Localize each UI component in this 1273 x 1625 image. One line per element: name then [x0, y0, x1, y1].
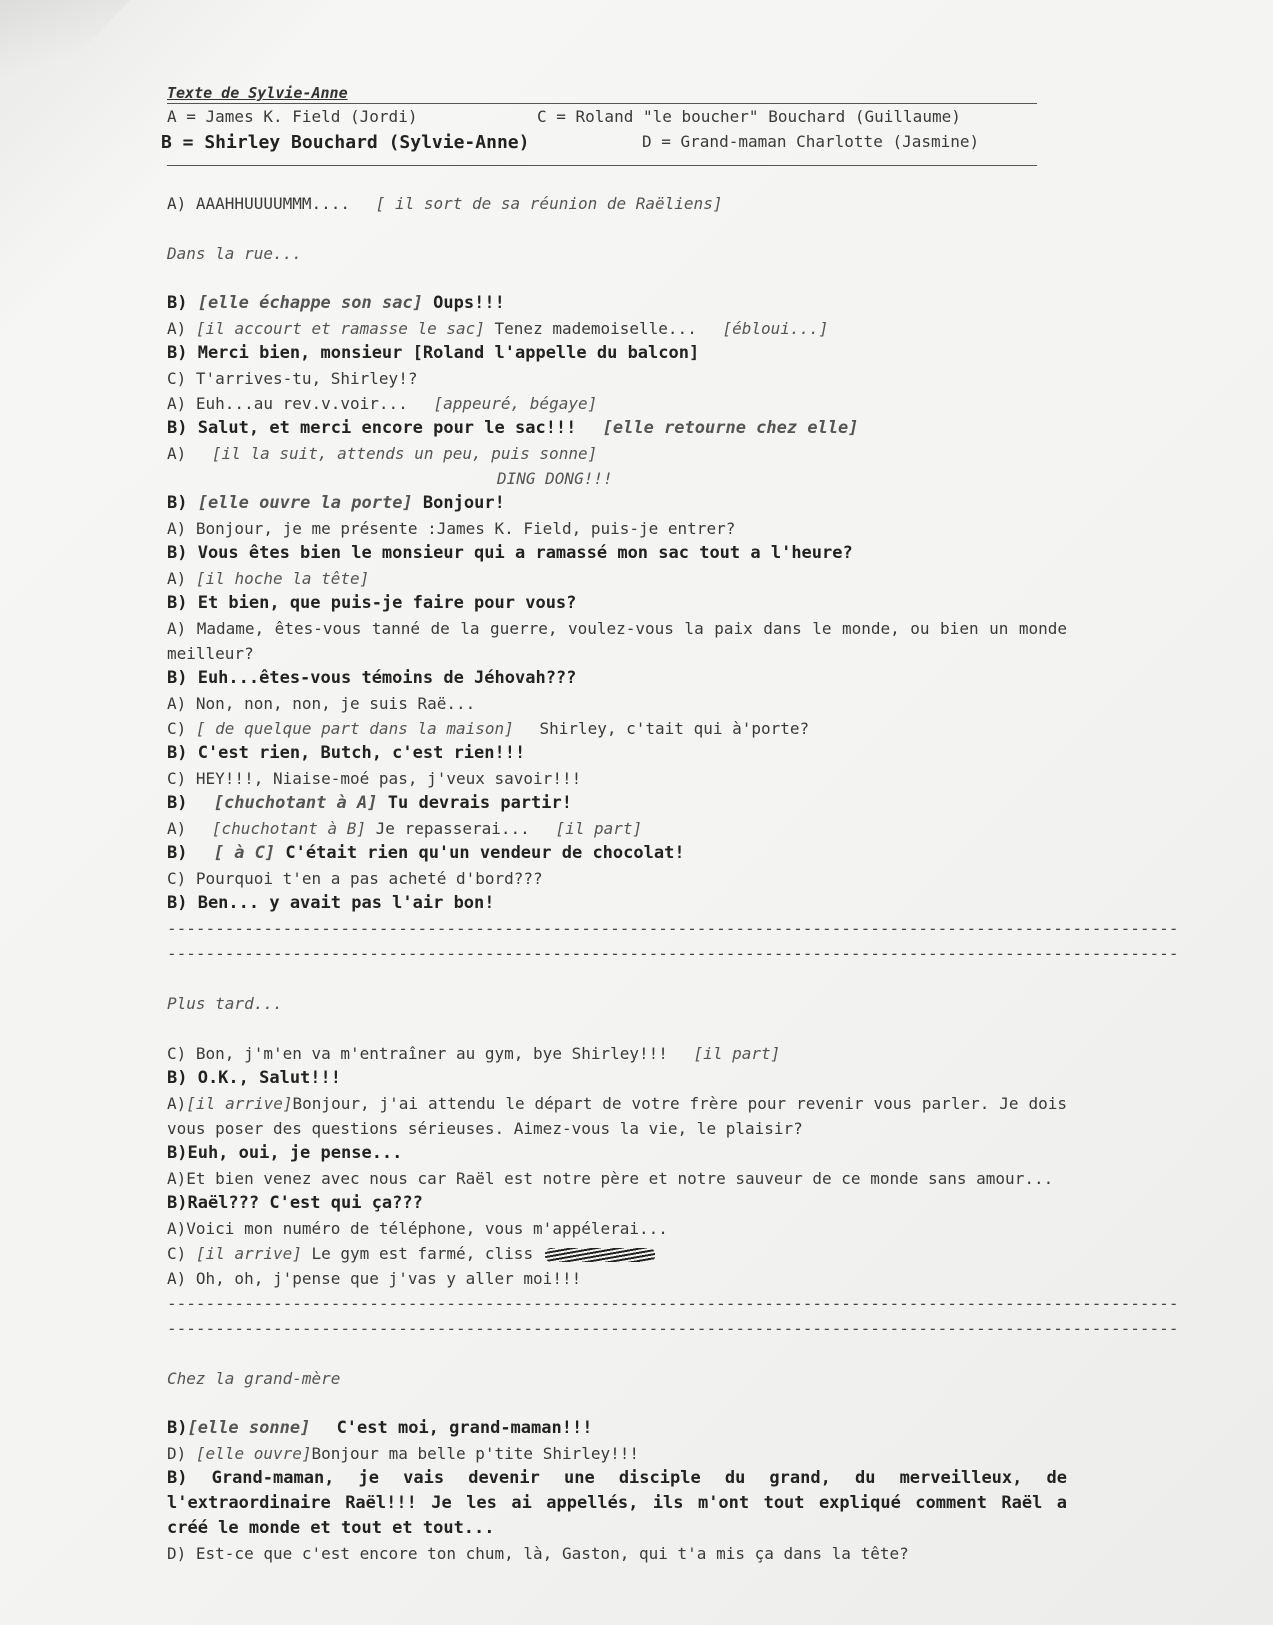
line: B) [elle échappe son sac] Oups!!! [167, 293, 505, 313]
cast-a: A = James K. Field (Jordi) [167, 107, 418, 126]
header-rule [167, 157, 1037, 166]
line: C) HEY!!!, Niaise-moé pas, j'veux savoir!!! [167, 769, 582, 788]
doorbell: DING DONG!!! [497, 469, 613, 488]
line: C) T'arrives-tu, Shirley!? [167, 369, 418, 388]
cast-d: D = Grand-maman Charlotte (Jasmine) [642, 132, 980, 151]
line: B) Grand-maman, je vais devenir une disciple du grand, du merveilleux, de l'extraordinaire Raël!!! Je les ai appellés, ils m'ont tout expliqué comment Raël a créé le monde et tout et tout... [167, 1468, 1067, 1538]
line: C) [il arrive] Le gym est farmé, cliss [167, 1241, 1067, 1266]
line: C) Pourquoi t'en a pas acheté d'bord??? [167, 869, 543, 888]
line: B) [elle ouvre la porte] Bonjour! [167, 493, 505, 513]
line: C) Bon, j'm'en va m'entraîner au gym, bye Shirley!!! [il part] [167, 1044, 781, 1063]
line: A) [il hoche la tête] [167, 569, 370, 588]
document-title: Texte de Sylvie-Anne [167, 84, 1037, 104]
line: D) Est-ce que c'est encore ton chum, là, Gaston, qui t'a mis ça dans la tête? [167, 1544, 909, 1563]
line: D) [elle ouvre]Bonjour ma belle p'tite Shirley!!! [167, 1444, 640, 1463]
line: B) Euh...êtes-vous témoins de Jéhovah??? [167, 668, 577, 688]
line: B) [chuchotant à A] Tu devrais partir! [167, 793, 572, 813]
line: B) Salut, et merci encore pour le sac!!! [elle retourne chez elle] [167, 418, 859, 438]
line: B) C'est rien, Butch, c'est rien!!! [167, 743, 526, 763]
line: A) Oh, oh, j'pense que j'vas y aller moi!!! [167, 1269, 582, 1288]
line: A) Bonjour, je me présente :James K. Field, puis-je entrer? [167, 519, 736, 538]
line: A) AAAHHUUUUMMM.... [ il sort de sa réunion de Raëliens] [167, 194, 723, 213]
dashed-rule: --------------------------------------------------------------------------------------------------------- [167, 944, 1179, 963]
line: B) O.K., Salut!!! [167, 1068, 341, 1088]
line: A) Non, non, non, je suis Raë... [167, 694, 476, 713]
folded-corner [0, 0, 130, 90]
line: B) [ à C] C'était rien qu'un vendeur de chocolat! [167, 843, 685, 863]
line: A)[il arrive]Bonjour, j'ai attendu le départ de votre frère pour revenir vous parler. Je dois vous poser des questions sérieuses. Aimez-vous la vie, le plaisir? [167, 1094, 1068, 1138]
line: B) Merci bien, monsieur [Roland l'appelle du balcon] [167, 343, 700, 363]
scene-place: Dans la rue... [167, 244, 302, 263]
dashed-rule: --------------------------------------------------------------------------------------------------------- [167, 1294, 1179, 1313]
line: B) Ben... y avait pas l'air bon! [167, 893, 495, 913]
script-document [161, 84, 1179, 1566]
line: A) [chuchotant à B] Je repasserai... [il part] [167, 819, 643, 838]
line: A)Et bien venez avec nous car Raël est notre père et notre sauveur de ce monde sans amour... [167, 1169, 1054, 1188]
cast-c: C = Roland "le boucher" Bouchard (Guillaume) [537, 107, 961, 126]
line: B)Raël??? C'est qui ça??? [167, 1193, 423, 1213]
line: B)[elle sonne] C'est moi, grand-maman!!! [167, 1418, 593, 1438]
cast-b: B = Shirley Bouchard (Sylvie-Anne) [161, 132, 530, 153]
line: A) Madame, êtes-vous tanné de la guerre, voulez-vous la paix dans le monde, ou bien un monde meilleur? [167, 619, 1067, 663]
line: B) Vous êtes bien le monsieur qui a ramassé mon sac tout a l'heure? [167, 543, 853, 563]
line: A) [il la suit, attends un peu, puis sonne] [167, 444, 598, 463]
line: A) Euh...au rev.v.voir... [appeuré, bégaye] [167, 394, 598, 413]
dashed-rule: --------------------------------------------------------------------------------------------------------- [167, 919, 1179, 938]
scribble-mark [545, 1248, 655, 1262]
cast-list [161, 107, 1037, 157]
scene-place: Plus tard... [167, 994, 283, 1013]
dashed-rule: --------------------------------------------------------------------------------------------------------- [167, 1319, 1179, 1338]
line: B) Et bien, que puis-je faire pour vous? [167, 593, 577, 613]
scene-place: Chez la grand-mère [167, 1369, 341, 1388]
line: C) [ de quelque part dans la maison] Shirley, c'tait qui à'porte? [167, 719, 810, 738]
line: A) [il accourt et ramasse le sac] Tenez mademoiselle... [ébloui...] [167, 319, 829, 338]
line: A)Voici mon numéro de téléphone, vous m'appélerai... [167, 1219, 668, 1238]
line: B)Euh, oui, je pense... [167, 1143, 403, 1163]
